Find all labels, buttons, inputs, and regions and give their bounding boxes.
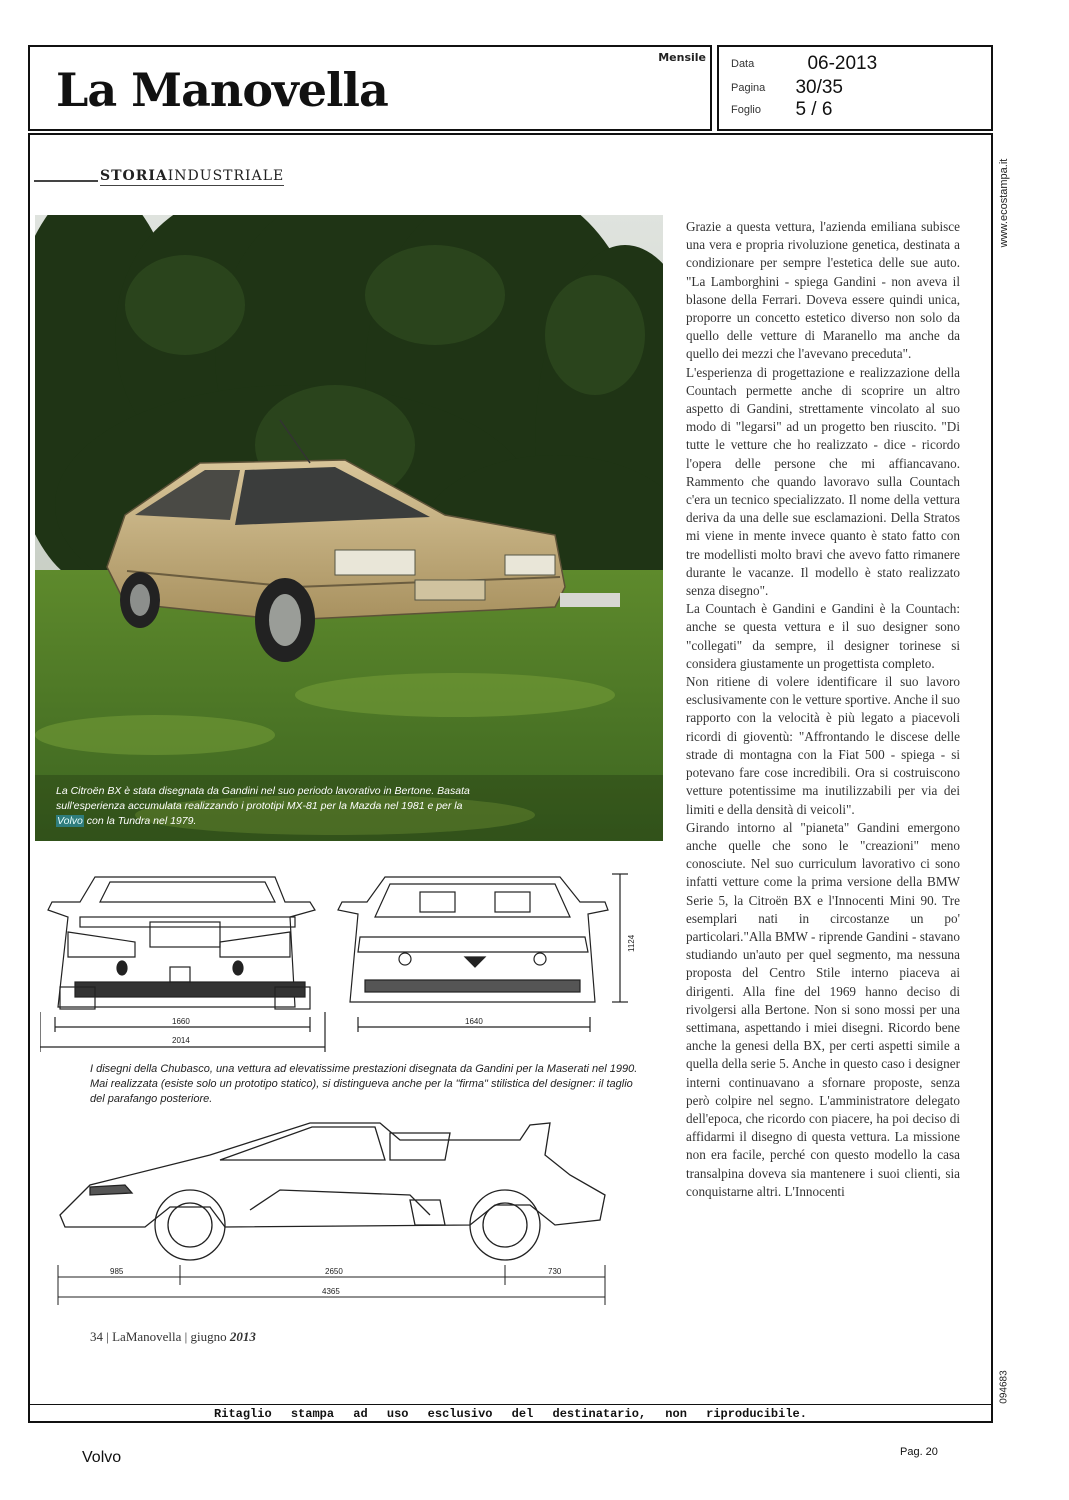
photo-caption-text-1: La Citroën BX è stata disegnata da Gandini nel suo periodo lavorativo in Bertone. Basata sull'esperienza accumulata realizzando i prototipi MX-81 per la Mazda nel 1981 e per la: [56, 785, 470, 812]
footer-notice: Ritaglio stampa ad uso esclusivo del destinatario, non riproducibile.: [28, 1404, 993, 1423]
folio-year: 2013: [229, 1329, 256, 1344]
side-code: [996, 1362, 1012, 1412]
drawings-caption: I disegni della Chubasco, una vettura ad elevatissime prestazioni disegnata da Gandini per la Maserati nel 1990. Mai realizzata (esiste solo un prototipo statico), si distingueva anche per la "firma" stilistica del designer: il taglio del parafango posteriore.: [90, 1063, 638, 1105]
side-view-car: [60, 1123, 605, 1260]
meta-sheet-value: 5 / 6: [795, 99, 833, 120]
side-url: [996, 148, 1012, 258]
periodicity-label: Mensile: [658, 51, 706, 64]
citroen-bx-photo: [35, 215, 663, 841]
folio-magazine: LaManovella: [112, 1329, 182, 1344]
meta-date-label: Data: [731, 58, 755, 70]
meta-date-row: [731, 53, 877, 75]
page-number: Pag. 20: [900, 1446, 938, 1458]
article-paragraph: L'esperienza di progettazione e realizzazione della Countach permette anche di scoprire un altro aspetto di Gandini, strettamente vincolato al suo modo di "legarsi" ad un progetto ben riuscito. "Di tutte le vetture che ho realizzato - dice - ricordo l'opera delle persone che mi affiancavano. Rammento che quando lavoravo sulla Countach c'era un tecnico specializzato. Il nome della vettura deriva da una delle sue esclamazioni. Della Stratos mi viene in mente invece quanto è stato fatto con tre modellisti molto bravi che avevo fatto rimanere durante le vacanze. Il modello è stato realizzato senza disegno".: [686, 364, 960, 599]
front-rear-technical-drawings: [40, 862, 640, 1054]
article-paragraph: Grazie a questa vettura, l'azienda emiliana subisce una vera e propria rivoluzione genetica, destinata a condizionare per sempre l'estetica delle sue auto. "La Lamborghini - spiega Gandini - non aveva il blasone della Ferrari. Doveva essere quindi unica, proporre un concetto estetico diverso non solo da quello delle vetture di Maranello ma anche da quello dei mezzi che l'avevano preceduta".: [686, 219, 960, 362]
meta-sheet-row: [731, 99, 832, 121]
meta-page-row: [731, 77, 843, 99]
meta-box: [717, 45, 993, 131]
article-paragraph: Girando intorno al "pianeta" Gandini emergono anche quelle che sono le "creazioni" meno conosciute. Nel suo curriculum lavorativo ci sono infatti vetture come la prima versione della BMW Serie 5, la Citroën BX e l'Innocenti Mini 90. Tre esemplari nati in circostanze un po' particolari."Alla BMW - riprende Gandini - stavano studiando un'auto per quel segmento, ma nessuna proposta del Centro Stile interno piaceva ai dirigenti. Alla fine del 1969 hanno deciso di rivolgersi alla Bertone. Non si sono mossi per una settimana, aspettando i miei disegni. Ricordo bene anche la genesi della BX, per certi aspetti simile a quella della serie 5. Anche in questo caso i designer interni continuavano a sfornare proposte, senza però colpire nel segno. L'amministratore delegato dell'epoca, che ricordo con piacere, ha poi deciso di affidarmi il disegno di questa vettura. La missione non era facile, perché con questo modello la casa transalpina doveva sia mantenere i suoi clienti, sia conquistarne altri. L'Innocenti: [686, 819, 960, 1199]
meta-sheet-label: Foglio: [731, 104, 761, 116]
dim-front-width-outer: 2014: [172, 1036, 190, 1045]
dim-length: 4365: [322, 1287, 340, 1296]
section-title-bold: STORIA: [100, 168, 168, 184]
photo-illustration: [35, 215, 663, 841]
side-view-technical-drawing: [50, 1115, 620, 1310]
meta-date-value: 06-2013: [807, 53, 878, 74]
meta-page-value: 30/35: [795, 77, 843, 98]
section-header: [34, 168, 284, 190]
dim-rear-overhang: 730: [548, 1267, 562, 1276]
section-title: [100, 168, 284, 186]
side-code-text: 094683: [998, 1370, 1010, 1404]
background-car: [560, 593, 620, 607]
section-rule: [34, 180, 98, 182]
section-title-light: INDUSTRIALE: [167, 168, 285, 184]
magazine-logo: La Manovella: [56, 63, 388, 117]
article-paragraph: Non ritiene di volere identificare il suo lavoro esclusivamente con le vetture sportive. Anche il suo rapporto con la velocità è più legato a piacevoli ricordi di gioventù: "Affrontando le discese delle strade di montagna con la Fiat 500 - spiega - si potevano fare cose incredibili. Ora si costruiscono vetture potentissime ma inutilizzabili per via dei limiti e della densità di veicoli".: [686, 674, 960, 817]
page-folio: 34 | LaManovella | giugno 2013: [90, 1329, 256, 1344]
side-url-text: www.ecostampa.it: [998, 158, 1010, 248]
client-name: Volvo: [82, 1449, 122, 1466]
dim-rear-width: 1640: [465, 1017, 483, 1026]
photo-caption-text-2: con la Tundra nel 1979.: [83, 815, 197, 827]
dim-wheelbase: 2650: [325, 1267, 343, 1276]
photo-caption-highlight: Volvo: [57, 815, 83, 827]
photo-caption: [56, 784, 486, 829]
article-paragraph: La Countach è Gandini e Gandini è la Countach: anche se questa vettura e il suo designer sono "collegati" da sempre, il designer torinese si considera giustamente un progettista completo.: [686, 601, 960, 671]
dim-height: 1124: [627, 934, 636, 952]
folio-month: giugno: [190, 1329, 227, 1344]
dim-front-width-inner: 1660: [172, 1017, 190, 1026]
rear-view-drawing: [338, 874, 628, 1032]
article-body: [686, 218, 960, 1201]
meta-page-label: Pagina: [731, 82, 766, 94]
masthead: [28, 45, 712, 131]
dim-front-overhang: 985: [110, 1267, 124, 1276]
folio-page: 34: [90, 1329, 103, 1344]
